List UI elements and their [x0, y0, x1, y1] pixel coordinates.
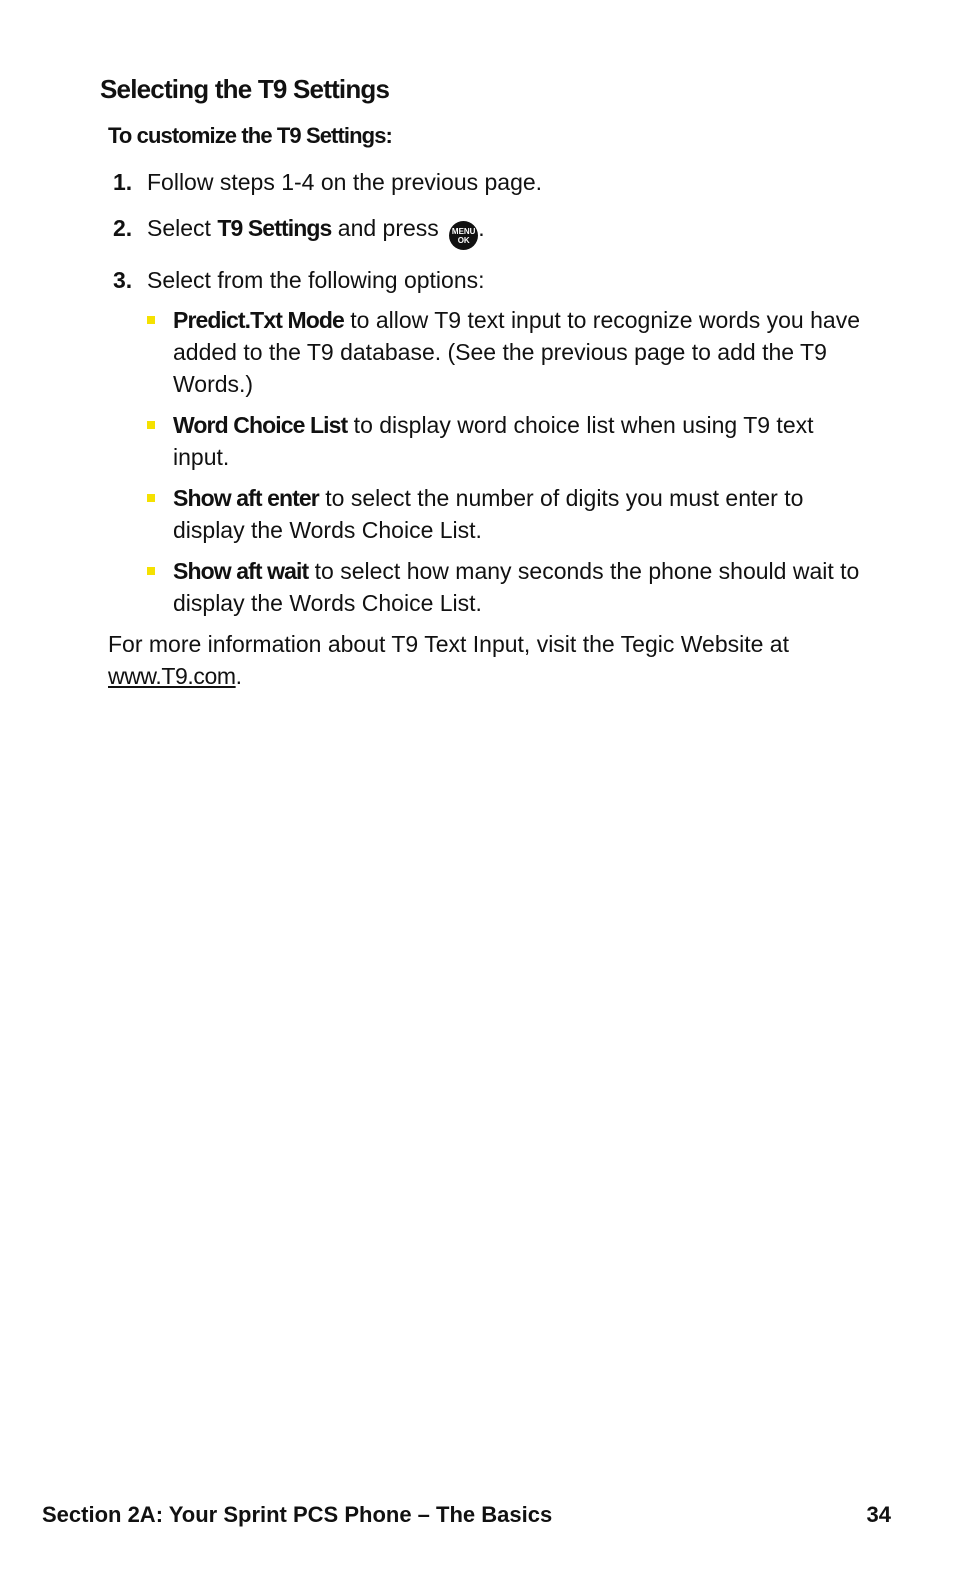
menu-item-name: T9 Settings: [217, 215, 332, 241]
step-2: [108, 212, 868, 250]
option-word-choice-list: [147, 409, 868, 473]
section-heading: Selecting the T9 Settings: [100, 74, 390, 104]
square-bullet-icon: [147, 316, 155, 324]
square-bullet-icon: [147, 567, 155, 575]
square-bullet-icon: [147, 421, 155, 429]
step-number: 1.: [113, 169, 133, 195]
step-text-pre: Select: [147, 215, 218, 241]
step-text: Select from the following options:: [147, 267, 485, 293]
option-show-aft-wait: [147, 555, 868, 619]
procedure-heading: To customize the T9 Settings:: [108, 123, 392, 148]
steps-list: [108, 166, 868, 633]
menu-key-top-label: MENU: [451, 227, 476, 236]
footer-section-title: Section 2A: Your Sprint PCS Phone – The Basics: [42, 1502, 553, 1527]
option-description: to select how many seconds the phone should wait to display the Words Choice List.: [173, 558, 860, 616]
option-term: Show aft enter: [173, 485, 319, 511]
t9-website-link[interactable]: www.T9.com: [108, 663, 236, 689]
option-term: Word Choice List: [173, 412, 348, 438]
step-3: [108, 264, 868, 619]
step-text-post: and press: [331, 215, 446, 241]
step-1: [108, 166, 868, 198]
more-info-paragraph: [108, 628, 868, 692]
step-text: Follow steps 1-4 on the previous page.: [147, 169, 543, 195]
option-predict-txt-mode: [147, 304, 868, 400]
step-text-end: .: [478, 215, 485, 241]
step-number: 2.: [113, 215, 133, 241]
more-info-end: .: [235, 663, 243, 689]
option-description: to display word choice list when using T9 text input.: [173, 412, 814, 470]
step-number: 3.: [113, 267, 133, 293]
menu-key-bottom-label: OK: [457, 236, 470, 245]
option-term: Predict.Txt Mode: [173, 307, 344, 333]
options-list: [147, 304, 868, 619]
option-show-aft-enter: [147, 482, 868, 546]
more-info-text: For more information about T9 Text Input, visit the Tegic Website at: [108, 631, 789, 657]
square-bullet-icon: [147, 494, 155, 502]
option-term: Show aft wait: [173, 558, 309, 584]
option-description: to select the number of digits you must enter to display the Words Choice List.: [173, 485, 804, 543]
page-number: 34: [866, 1502, 891, 1527]
option-description: to allow T9 text input to recognize words you have added to the T9 database. (See the previous page to add the T9 Words.): [173, 307, 860, 397]
menu-ok-key-icon: [449, 221, 478, 250]
